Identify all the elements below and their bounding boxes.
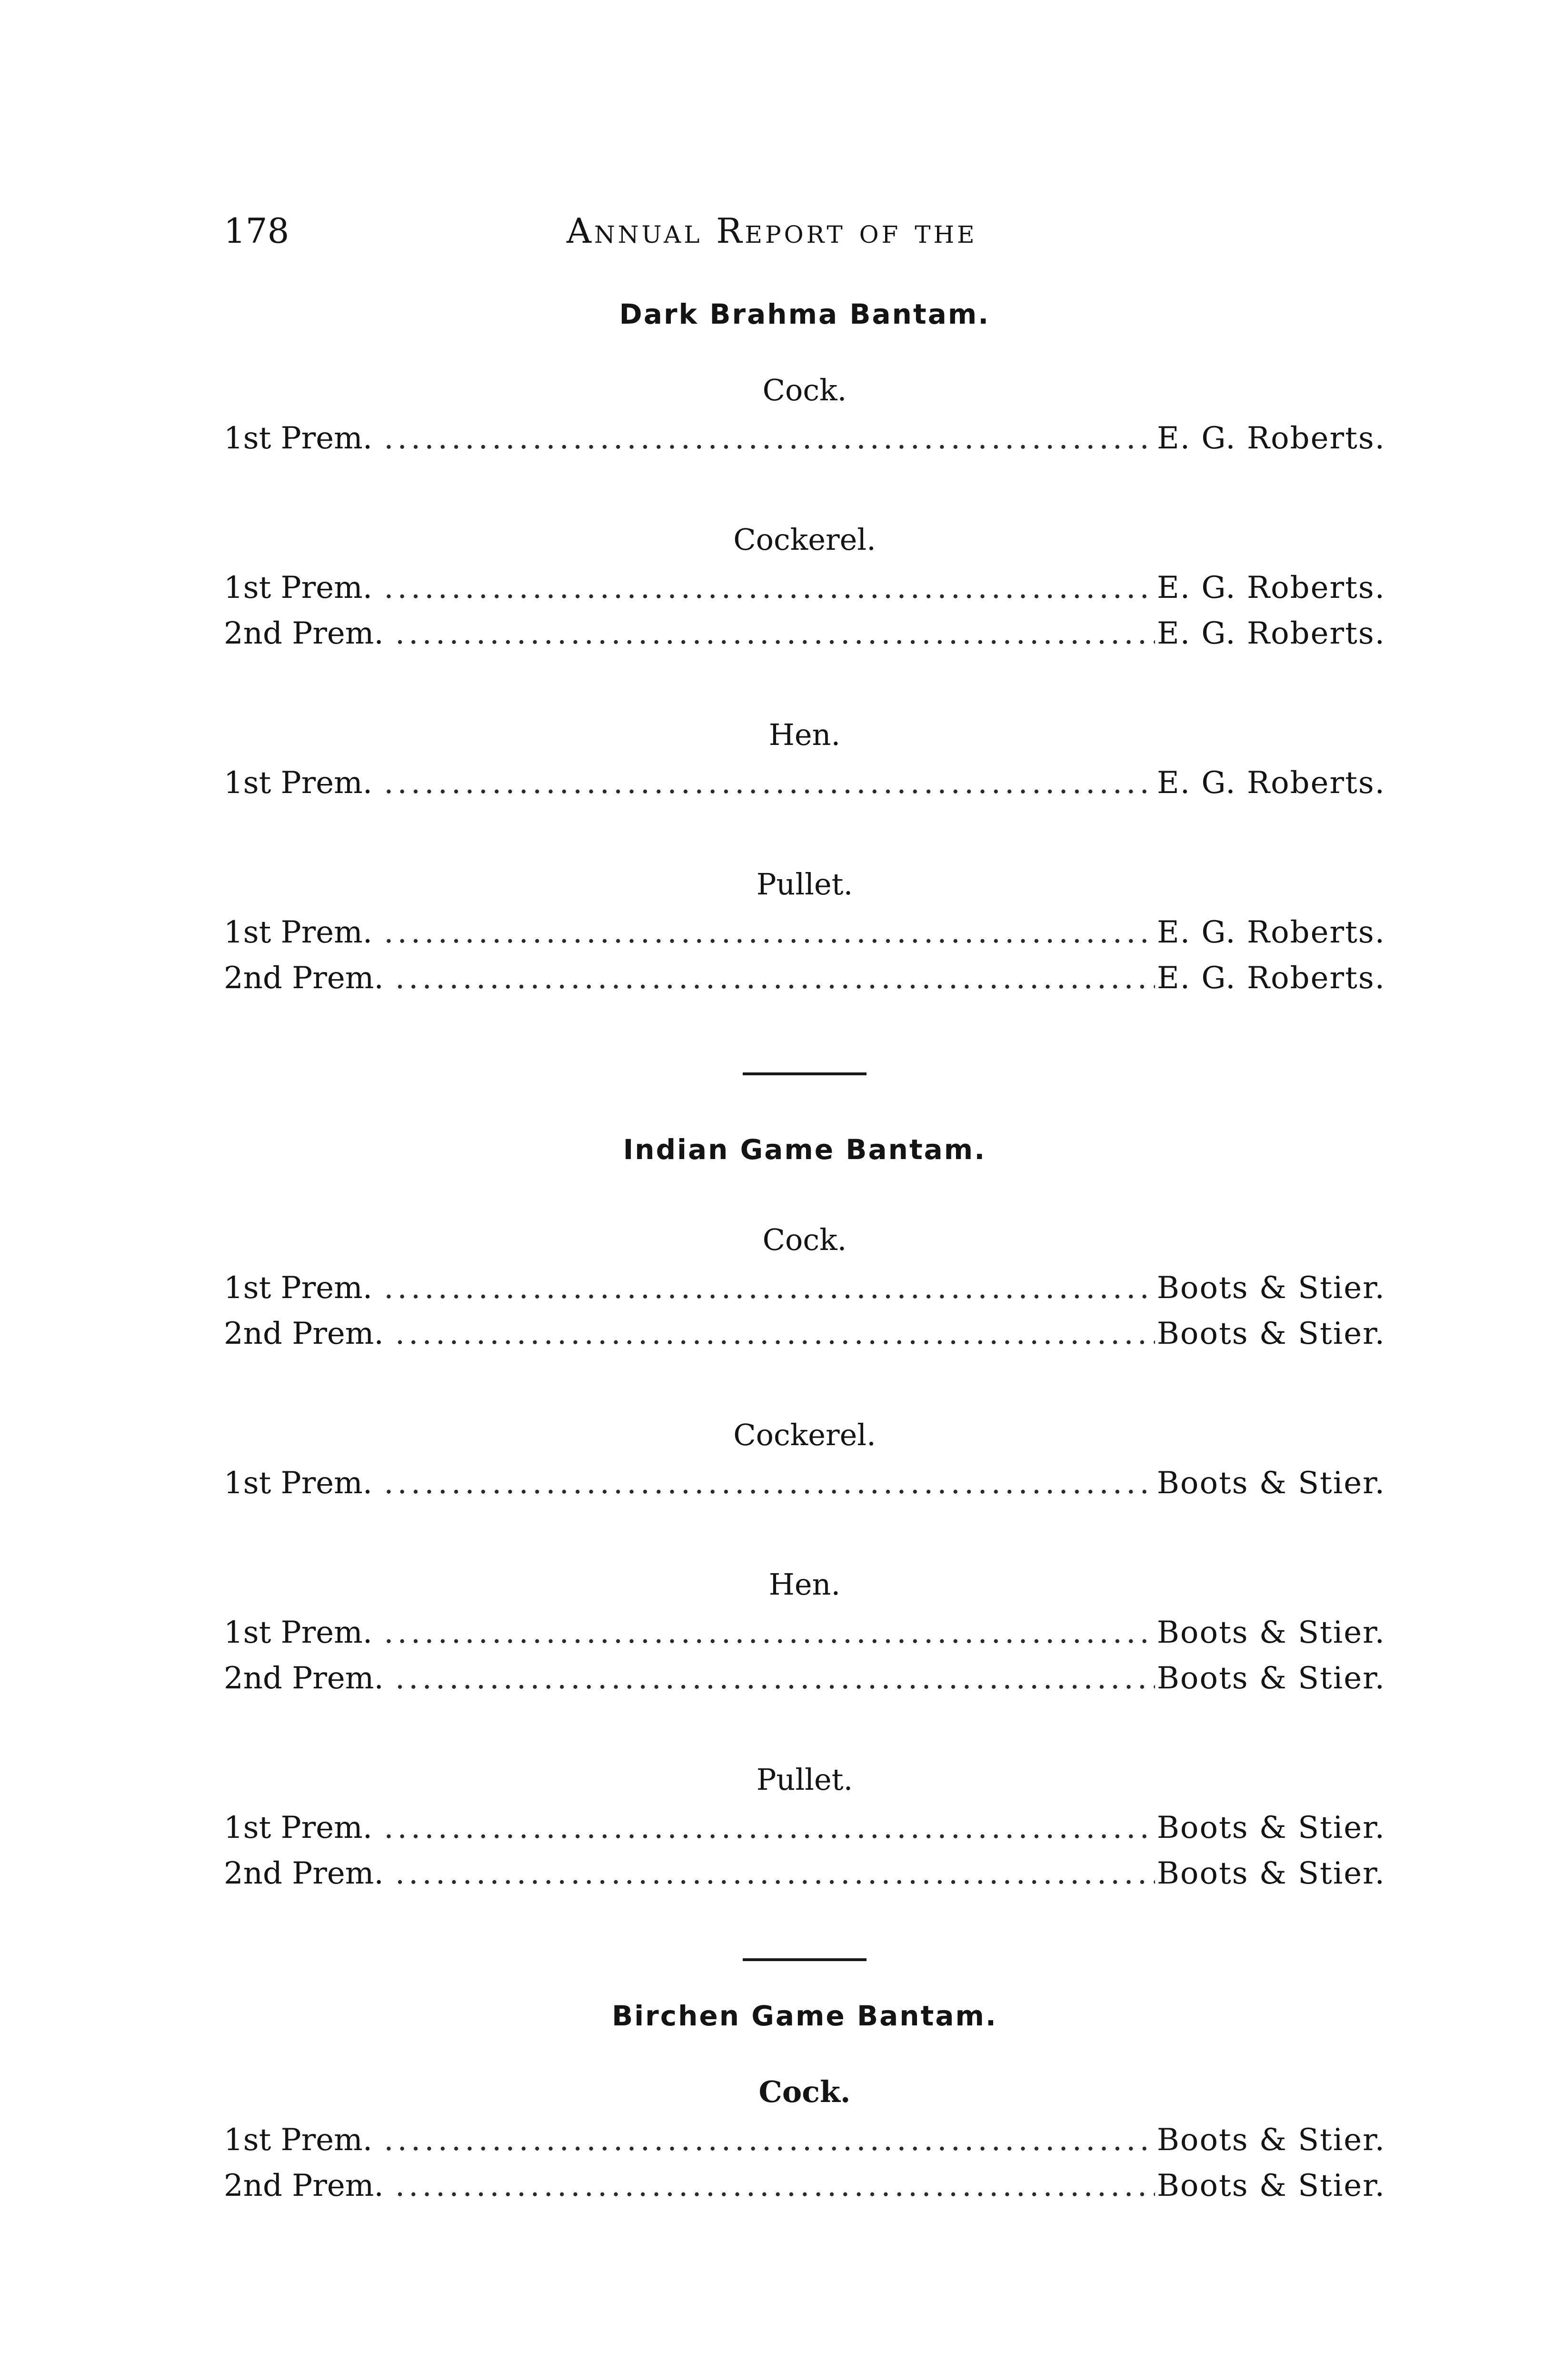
dot-leader (384, 1265, 1155, 1311)
subsection-hen (224, 1563, 1385, 1701)
subsection-title: Cock. (762, 373, 847, 407)
subsection-title: Cock. (758, 2074, 851, 2109)
award-winner: Boots & Stier. (1156, 2168, 1385, 2203)
subsection-title: Hen. (768, 1567, 841, 1602)
award-place: 1st Prem. (224, 1466, 373, 1501)
dot-leader (384, 1610, 1155, 1656)
dot-leader (395, 955, 1155, 1001)
subsection-title: Cockerel. (733, 1418, 876, 1452)
award-entry (224, 910, 1385, 955)
award-place: 1st Prem. (224, 1270, 373, 1306)
award-winner: E. G. Roberts. (1157, 421, 1385, 456)
report-page (224, 0, 1385, 2380)
dot-leader (384, 760, 1155, 806)
award-place: 2nd Prem. (224, 616, 384, 651)
award-place: 1st Prem. (224, 765, 373, 801)
page-number: 178 (224, 211, 289, 251)
subsection-cockerel (224, 1414, 1385, 1506)
award-winner: E. G. Roberts. (1157, 570, 1385, 605)
award-entry (224, 565, 1385, 611)
dot-leader (395, 2163, 1155, 2209)
award-winner: Boots & Stier. (1156, 1661, 1385, 1696)
dot-leader (395, 1311, 1155, 1357)
award-place: 1st Prem. (224, 915, 373, 950)
award-place: 1st Prem. (224, 1615, 373, 1650)
award-place: 1st Prem. (224, 421, 373, 456)
subsection-pullet (224, 863, 1385, 1075)
award-entry (224, 2117, 1385, 2163)
award-winner: Boots & Stier. (1156, 1810, 1385, 1845)
page-header (224, 205, 1385, 257)
award-entry (224, 611, 1385, 656)
section-divider (743, 1072, 867, 1075)
award-entry (224, 2163, 1385, 2209)
subsection-title: Pullet. (756, 1762, 853, 1797)
award-entry (224, 1656, 1385, 1701)
dot-leader (384, 1805, 1155, 1851)
dot-leader (395, 1851, 1155, 1896)
award-entry (224, 1311, 1385, 1357)
subsection-cock (224, 369, 1385, 461)
dot-leader (384, 1460, 1155, 1506)
award-place: 2nd Prem. (224, 1661, 384, 1696)
dot-leader (384, 910, 1155, 955)
award-place: 2nd Prem. (224, 961, 384, 996)
subsection-hen (224, 714, 1385, 806)
section-title: Birchen Game Bantam. (612, 2000, 997, 2032)
dot-leader (384, 565, 1155, 611)
subsection-title: Pullet. (756, 867, 853, 902)
award-entry (224, 1805, 1385, 1851)
subsection-title: Cockerel. (733, 522, 876, 557)
award-place: 2nd Prem. (224, 1316, 384, 1351)
dot-leader (395, 1656, 1155, 1701)
subsection-cock (224, 1219, 1385, 1357)
section-divider (743, 1958, 867, 1961)
subsection-cock (224, 2071, 1385, 2209)
section-birchen-game-bantam (224, 1994, 1385, 2266)
dot-leader (384, 2117, 1155, 2163)
award-place: 2nd Prem. (224, 1856, 384, 1891)
dot-leader (384, 416, 1155, 461)
award-winner: E. G. Roberts. (1157, 616, 1385, 651)
award-entry (224, 1460, 1385, 1506)
award-place: 1st Prem. (224, 1810, 373, 1845)
award-entry (224, 416, 1385, 461)
section-title: Indian Game Bantam. (623, 1133, 986, 1166)
award-place: 1st Prem. (224, 2122, 373, 2158)
subsection-title: Hen. (768, 717, 841, 752)
award-entry (224, 1851, 1385, 1896)
award-winner: Boots & Stier. (1156, 1615, 1385, 1650)
section-title: Dark Brahma Bantam. (619, 298, 990, 330)
subsection-title: Cock. (762, 1222, 847, 1257)
award-winner: Boots & Stier. (1156, 1466, 1385, 1501)
award-place: 1st Prem. (224, 570, 373, 605)
award-entry (224, 955, 1385, 1001)
award-winner: Boots & Stier. (1156, 2122, 1385, 2158)
award-winner: E. G. Roberts. (1157, 961, 1385, 996)
award-winner: E. G. Roberts. (1157, 765, 1385, 801)
award-winner: E. G. Roberts. (1157, 915, 1385, 950)
award-winner: Boots & Stier. (1156, 1270, 1385, 1306)
running-title: Annual Report of the (567, 211, 977, 251)
award-entry (224, 760, 1385, 806)
award-entry (224, 1265, 1385, 1311)
dot-leader (395, 611, 1155, 656)
section-indian-game-bantam (224, 1128, 1385, 2018)
award-entry (224, 1610, 1385, 1656)
section-dark-brahma-bantam (224, 293, 1385, 1132)
award-place: 2nd Prem. (224, 2168, 384, 2203)
subsection-cockerel (224, 518, 1385, 656)
subsection-pullet (224, 1758, 1385, 1961)
award-winner: Boots & Stier. (1156, 1316, 1385, 1351)
award-winner: Boots & Stier. (1156, 1856, 1385, 1891)
